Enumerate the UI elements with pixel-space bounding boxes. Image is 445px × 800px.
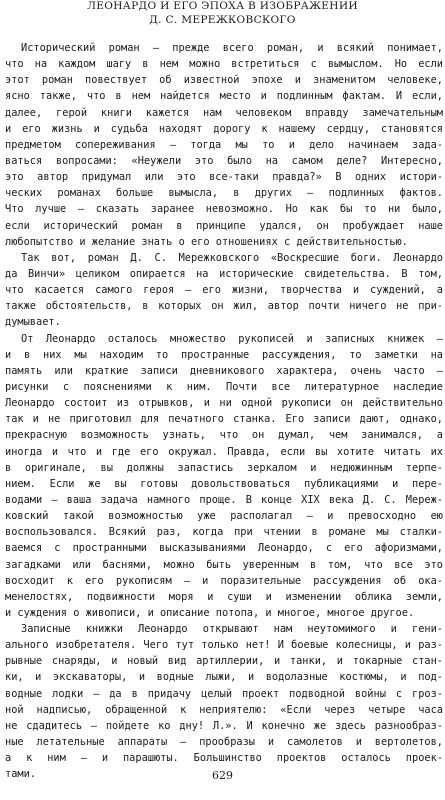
text-line: ального изобретателя. Чего тут только нет! И боевые колесницы, и раз- — [5, 639, 443, 652]
text-line: От Леонардо осталось множество рукописей и записных книжек — — [21, 332, 443, 345]
text-line: и в них мы находим то пространные рассуждения, то заметки на — [5, 348, 443, 361]
text-line: не сдадитесь — пойдете ко дну! Л.». И конечно же здесь разнообраз- — [5, 719, 443, 732]
text-line: менелостях, подвижности моря и суши и изменении облика земли, — [5, 590, 443, 603]
text-line: что на каждом шагу в нем можно встретиться с вымыслом. Но если — [5, 58, 443, 71]
page-number: 629 — [212, 769, 233, 782]
text-line: и его жизнь и судьба находят дорогу к нашему сердцу, становятся — [5, 122, 443, 135]
text-line: ваемся с пространными высказываниями Леонардо, с его афоризмами, — [5, 542, 443, 555]
text-line: ясно также, что в нем найдется место и подлинным фактам. И если, — [5, 90, 443, 103]
text-line: а к ним — и парашюты. Большинство проектов осталось проек- — [5, 752, 443, 765]
text-line: ки, и экскаваторы, и водные лыжи, и водолазные костюмы, и под- — [5, 671, 443, 684]
body-text — [5, 40, 443, 782]
text-line: это автор придумал или это все-таки правда?» В одних истори- — [5, 171, 443, 184]
text-line: рывные снаряды, и новый вид артиллерии, и танки, и токарные стан- — [5, 655, 443, 668]
text-line: в оригинале, вы должны запастись зеркалом и недюжинным терпе- — [5, 461, 443, 474]
text-line: иногда и что и где его окружал. Правда, если вы хотите читать их — [5, 445, 443, 458]
text-line: водные лодки — да в придачу целый проект подводной войны с гроз- — [5, 687, 443, 700]
text-line: ные летательные аппараты — прообразы и самолетов и вертолетов, — [5, 736, 443, 749]
chapter-title-line-2: Д. С. МЕРЕЖКОВСКОГО — [149, 14, 296, 26]
text-line: Леонардо состоит из отрывков, и ни одной рукописи он действительно — [5, 397, 443, 410]
text-line: любопытство и желание знать о его отношениях с действительностью. — [5, 235, 408, 248]
text-line: рисунки с пояснениями к ним. Почти все литературное наследие — [5, 380, 443, 393]
text-line: Что лучше — сказать заранее невозможно. Но как бы то ни было, — [5, 203, 443, 216]
text-line: ческих романах больше вымысла, в других — подлинных фактов. — [5, 187, 443, 200]
text-line: нием. Если же вы готовы довольствоваться публикациями и пере- — [5, 477, 443, 490]
text-line: да Винчи» целиком опирается на исторические свидетельства. В том, — [5, 267, 443, 280]
text-line: восходит к его рукописям — и поразительные рассуждения об ока- — [5, 574, 443, 587]
chapter-title-line-1: ЛЕОНАРДО И ЕГО ЭПОХА В ИЗОБРАЖЕНИИ — [87, 0, 358, 12]
text-line: далее, герой книги кажется нам человеком вправду замечательным — [5, 106, 443, 119]
text-line: предметом сопереживания — тогда мы то и дело начинаем зада- — [5, 138, 443, 151]
text-line: этот роман повествует об известной эпохе и знаменитом человеке, — [5, 74, 443, 87]
text-line: ваться вопросами: «Неужели это было на самом деле? Интересно, — [5, 154, 443, 167]
text-line: воспользовался. Всякий раз, когда при чтении в романе мы сталки- — [5, 526, 443, 539]
text-line: что касается самого героя — его жизни, творчества и суждений, а — [5, 284, 443, 297]
text-line: Исторический роман — прежде всего роман, и всякий понимает, — [21, 42, 443, 54]
text-line: если исторический роман в принципе удался, он пробуждает наше — [5, 219, 443, 232]
text-line: память или краткие записи дневникового характера, очень часто — — [5, 364, 443, 377]
text-line: загадками или баснями, можно быть уверенным в том, что все это — [5, 558, 443, 571]
text-line: тами. — [5, 768, 36, 781]
text-line: ковский такой возможностью уже располагал — и превосходно ею — [5, 510, 443, 523]
text-line: ной надписью, обращенной к неприятелю: «Если через четыре часа — [5, 703, 443, 716]
text-line: прекрасную возможность узнать, что он думал, чем занимался, а — [5, 429, 443, 442]
text-line: и суждения о живописи, и описание потопа, и многое, многое другое. — [5, 606, 415, 619]
text-line: водами — ваша задача намного проще. В конце XIX века Д. С. Мереж- — [5, 493, 443, 506]
text-line: также обстоятельств, в которых он жил, автор почти ничего не при- — [5, 300, 443, 313]
text-line: Записные книжки Леонардо открывают нам неутомимого и гени- — [21, 623, 443, 636]
text-line: думывает. — [5, 316, 61, 329]
text-line: Так вот, роман Д. С. Мережковского «Воскресшие боги. Леонардо — [21, 251, 443, 264]
text-line: так и не приготовил для печатного станка. Его записи дают, однако, — [5, 413, 443, 426]
